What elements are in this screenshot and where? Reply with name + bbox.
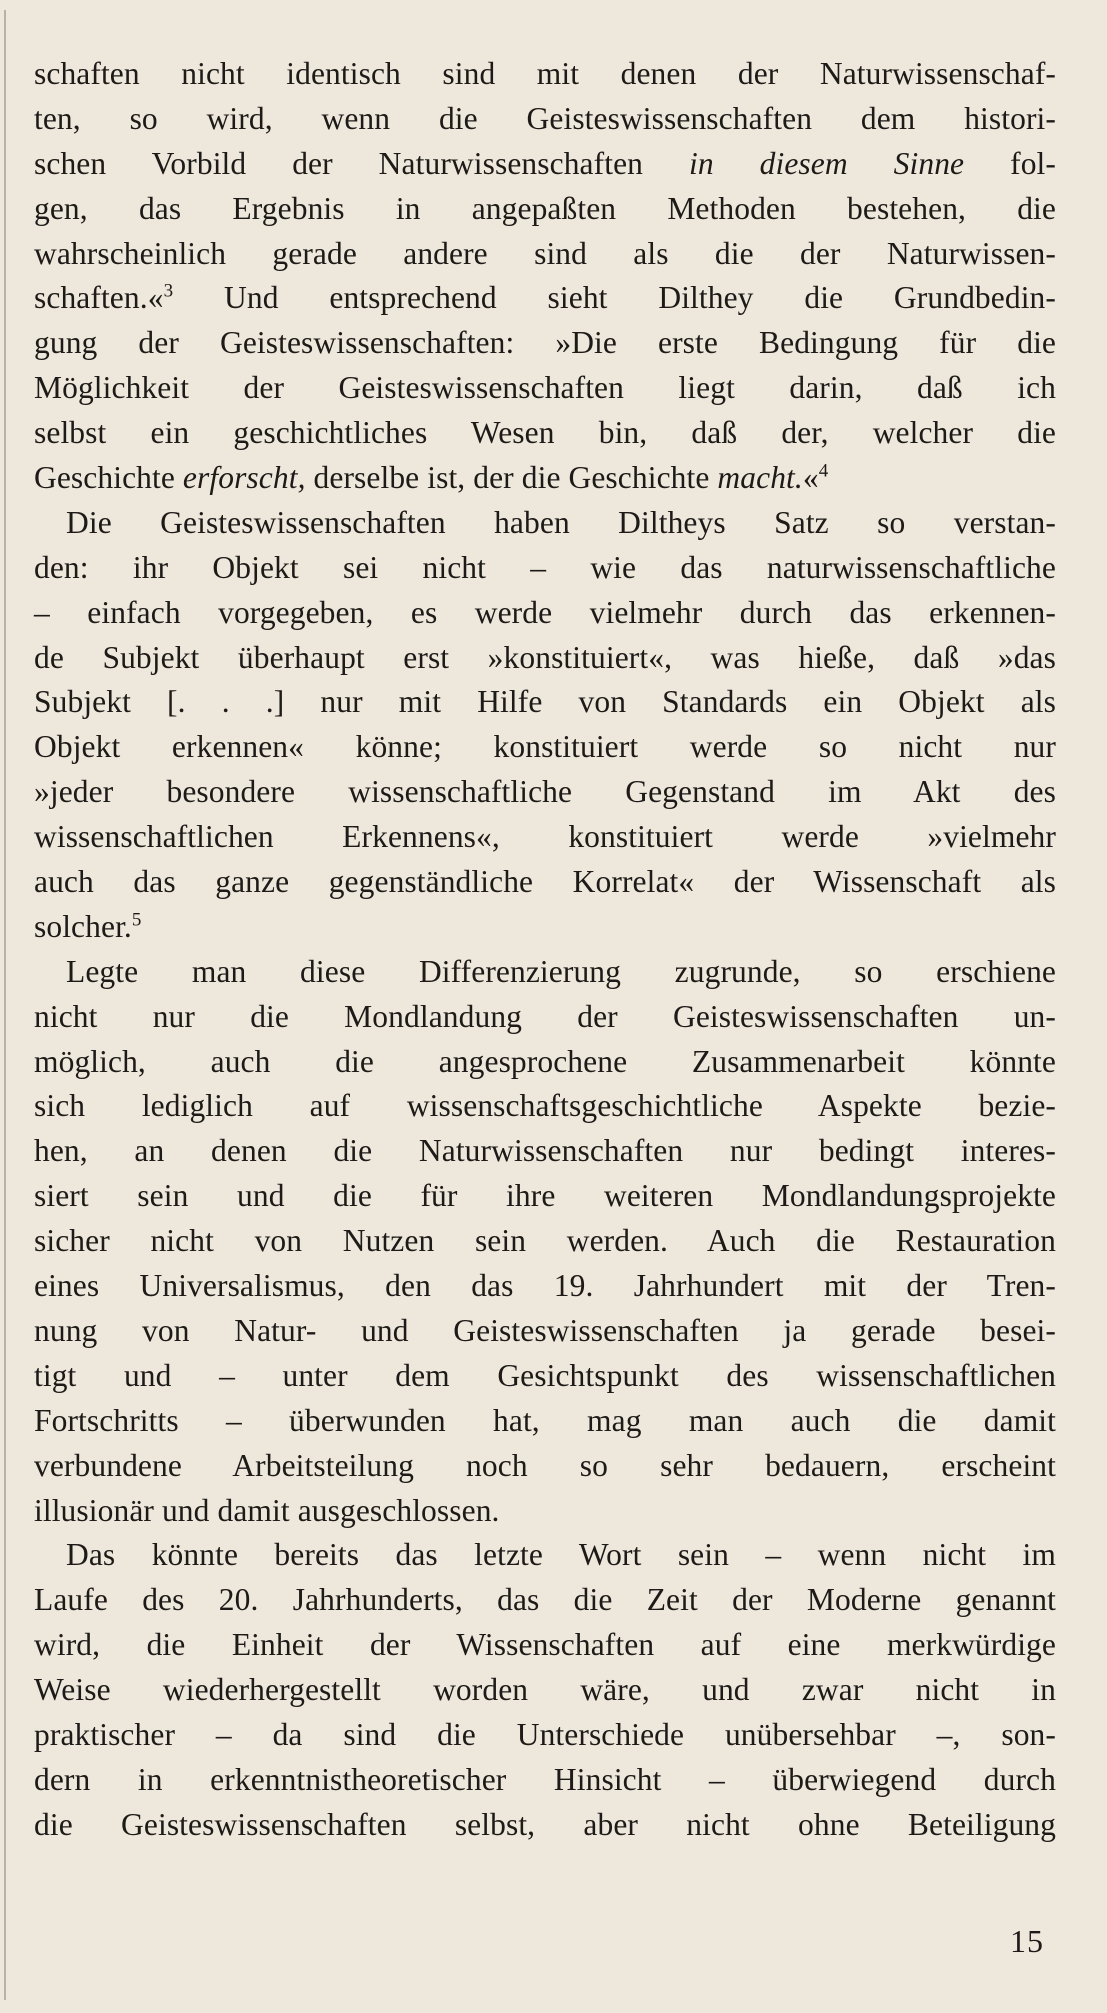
text-segment: Subjekt [. . .] nur mit Hilfe von Standards ein Objekt als	[34, 684, 1056, 720]
text-segment: möglich, auch die angesprochene Zusammenarbeit könnte	[34, 1043, 1056, 1079]
italic-text: in diesem Sinne	[688, 145, 965, 181]
text-segment: de Subjekt überhaupt erst »konstituiert«, was hieße, daß »das	[34, 639, 1056, 675]
text-segment: »jeder besondere wissenschaftliche Gegenstand im Akt des	[34, 774, 1056, 810]
text-line	[34, 187, 1056, 232]
footnote-marker: 3	[163, 280, 174, 302]
text-segment: Weise wiederhergestellt worden wäre, und zwar nicht in	[34, 1672, 1056, 1708]
text-segment: wissenschaftlichen Erkennens«, konstituiert werde »vielmehr	[34, 819, 1056, 855]
text-line	[34, 636, 1056, 681]
text-line	[34, 1309, 1056, 1354]
text-line	[34, 546, 1056, 591]
text-line	[34, 366, 1056, 411]
text-line	[34, 1084, 1056, 1129]
text-line	[34, 142, 1056, 187]
footnote-marker: 5	[131, 909, 142, 931]
text-line	[34, 905, 1056, 950]
text-line	[34, 1219, 1056, 1264]
text-line	[34, 1713, 1056, 1758]
text-segment: schaften.«	[34, 280, 164, 316]
text-line	[34, 815, 1056, 860]
text-segment: den: ihr Objekt sei nicht – wie das naturwissenschaftliche	[34, 549, 1056, 585]
text-segment: Und entsprechend sieht Dilthey die Grundbedin-	[173, 280, 1056, 316]
text-line	[34, 1174, 1056, 1219]
text-segment: schaften nicht identisch sind mit denen der Naturwissenschaf-	[34, 56, 1056, 91]
text-segment: Das könnte bereits das letzte Wort sein – wenn nicht im	[66, 1537, 1056, 1573]
text-segment: wird, die Einheit der Wissenschaften auf eine merkwürdige	[34, 1627, 1056, 1663]
text-segment: die Geisteswissenschaften selbst, aber nicht ohne Beteiligung	[34, 1806, 1056, 1842]
text-segment: Geschichte	[34, 460, 183, 496]
text-segment: sich lediglich auf wissenschaftsgeschichtliche Aspekte bezie-	[34, 1088, 1056, 1124]
text-segment: auch das ganze gegenständliche Korrelat« der Wissenschaft als	[34, 864, 1056, 900]
text-segment: siert sein und die für ihre weiteren Mondlandungsprojekte	[34, 1178, 1056, 1214]
text-line	[34, 411, 1056, 456]
text-segment: derselbe ist, der die Geschichte	[305, 460, 718, 496]
text-segment: selbst ein geschichtliches Wesen bin, daß der, welcher die	[34, 415, 1056, 451]
text-segment: gen, das Ergebnis in angepaßten Methoden bestehen, die	[34, 190, 1056, 226]
text-line	[34, 1758, 1056, 1803]
text-segment: Fortschritts – überwunden hat, mag man auch die damit	[34, 1402, 1056, 1438]
text-line	[34, 725, 1056, 770]
text-line	[34, 680, 1056, 725]
text-line	[34, 770, 1056, 815]
text-segment: – einfach vorgegeben, es werde vielmehr durch das erkennen-	[34, 594, 1056, 630]
text-segment: illusionär und damit ausgeschlossen.	[34, 1492, 500, 1528]
text-line	[34, 1489, 1056, 1534]
text-segment: nicht nur die Mondlandung der Geisteswissenschaften un-	[34, 998, 1056, 1034]
text-line	[34, 1533, 1056, 1578]
text-line	[34, 1129, 1056, 1174]
text-line	[34, 1040, 1056, 1085]
text-segment: ten, so wird, wenn die Geisteswissenschaften dem histori-	[34, 100, 1056, 136]
text-segment: Laufe des 20. Jahrhunderts, das die Zeit der Moderne genannt	[34, 1582, 1056, 1618]
page-number: 15	[1010, 1923, 1044, 1959]
text-line	[34, 995, 1056, 1040]
text-line	[34, 276, 1056, 321]
text-segment: Legte man diese Differenzierung zugrunde, so erschiene	[66, 953, 1056, 989]
footnote-marker: 4	[818, 460, 829, 482]
text-segment: tigt und – unter dem Gesichtspunkt des wissenschaftlichen	[34, 1357, 1056, 1393]
text-segment: gung der Geisteswissenschaften: »Die erste Bedingung für die	[34, 325, 1056, 361]
text-line	[34, 1668, 1056, 1713]
text-segment: fol-	[964, 145, 1056, 181]
text-segment: hen, an denen die Naturwissenschaften nur bedingt interes-	[34, 1133, 1056, 1169]
text-segment: eines Universalismus, den das 19. Jahrhundert mit der Tren-	[34, 1268, 1056, 1304]
text-line	[34, 321, 1056, 366]
text-line	[34, 1264, 1056, 1309]
italic-text: macht.	[717, 460, 803, 496]
text-segment: praktischer – da sind die Unterschiede unübersehbar –, son-	[34, 1716, 1056, 1752]
text-line	[34, 950, 1056, 995]
text-segment: schen Vorbild der Naturwissenschaften	[34, 145, 689, 181]
text-segment: dern in erkenntnistheoretischer Hinsicht – überwiegend durch	[34, 1761, 1056, 1797]
text-line	[34, 1399, 1056, 1444]
text-segment: solcher.	[34, 908, 132, 944]
text-segment: nung von Natur- und Geisteswissenschaften ja gerade besei-	[34, 1312, 1056, 1348]
text-line	[34, 1623, 1056, 1668]
text-line	[34, 860, 1056, 905]
text-segment: «	[802, 460, 819, 496]
text-segment: Objekt erkennen« könne; konstituiert werde so nicht nur	[34, 729, 1056, 765]
text-line	[34, 97, 1056, 142]
text-segment: Möglichkeit der Geisteswissenschaften liegt darin, daß ich	[34, 370, 1056, 406]
text-segment: wahrscheinlich gerade andere sind als die der Naturwissen-	[34, 235, 1056, 271]
text-line	[34, 52, 1056, 97]
italic-text: erforscht,	[182, 460, 306, 496]
text-line	[34, 1354, 1056, 1399]
text-line	[34, 232, 1056, 277]
text-line	[34, 1803, 1056, 1848]
text-line	[34, 1444, 1056, 1489]
text-line	[34, 501, 1056, 546]
text-segment: verbundene Arbeitsteilung noch so sehr bedauern, erscheint	[34, 1447, 1056, 1483]
body-text	[34, 52, 1056, 1848]
text-line	[34, 456, 1056, 501]
text-line	[34, 1578, 1056, 1623]
text-segment: sicher nicht von Nutzen sein werden. Auch die Restauration	[34, 1223, 1056, 1259]
text-segment: Die Geisteswissenschaften haben Diltheys Satz so verstan-	[66, 504, 1056, 540]
text-line	[34, 591, 1056, 636]
page-gutter-edge	[4, 10, 11, 2000]
